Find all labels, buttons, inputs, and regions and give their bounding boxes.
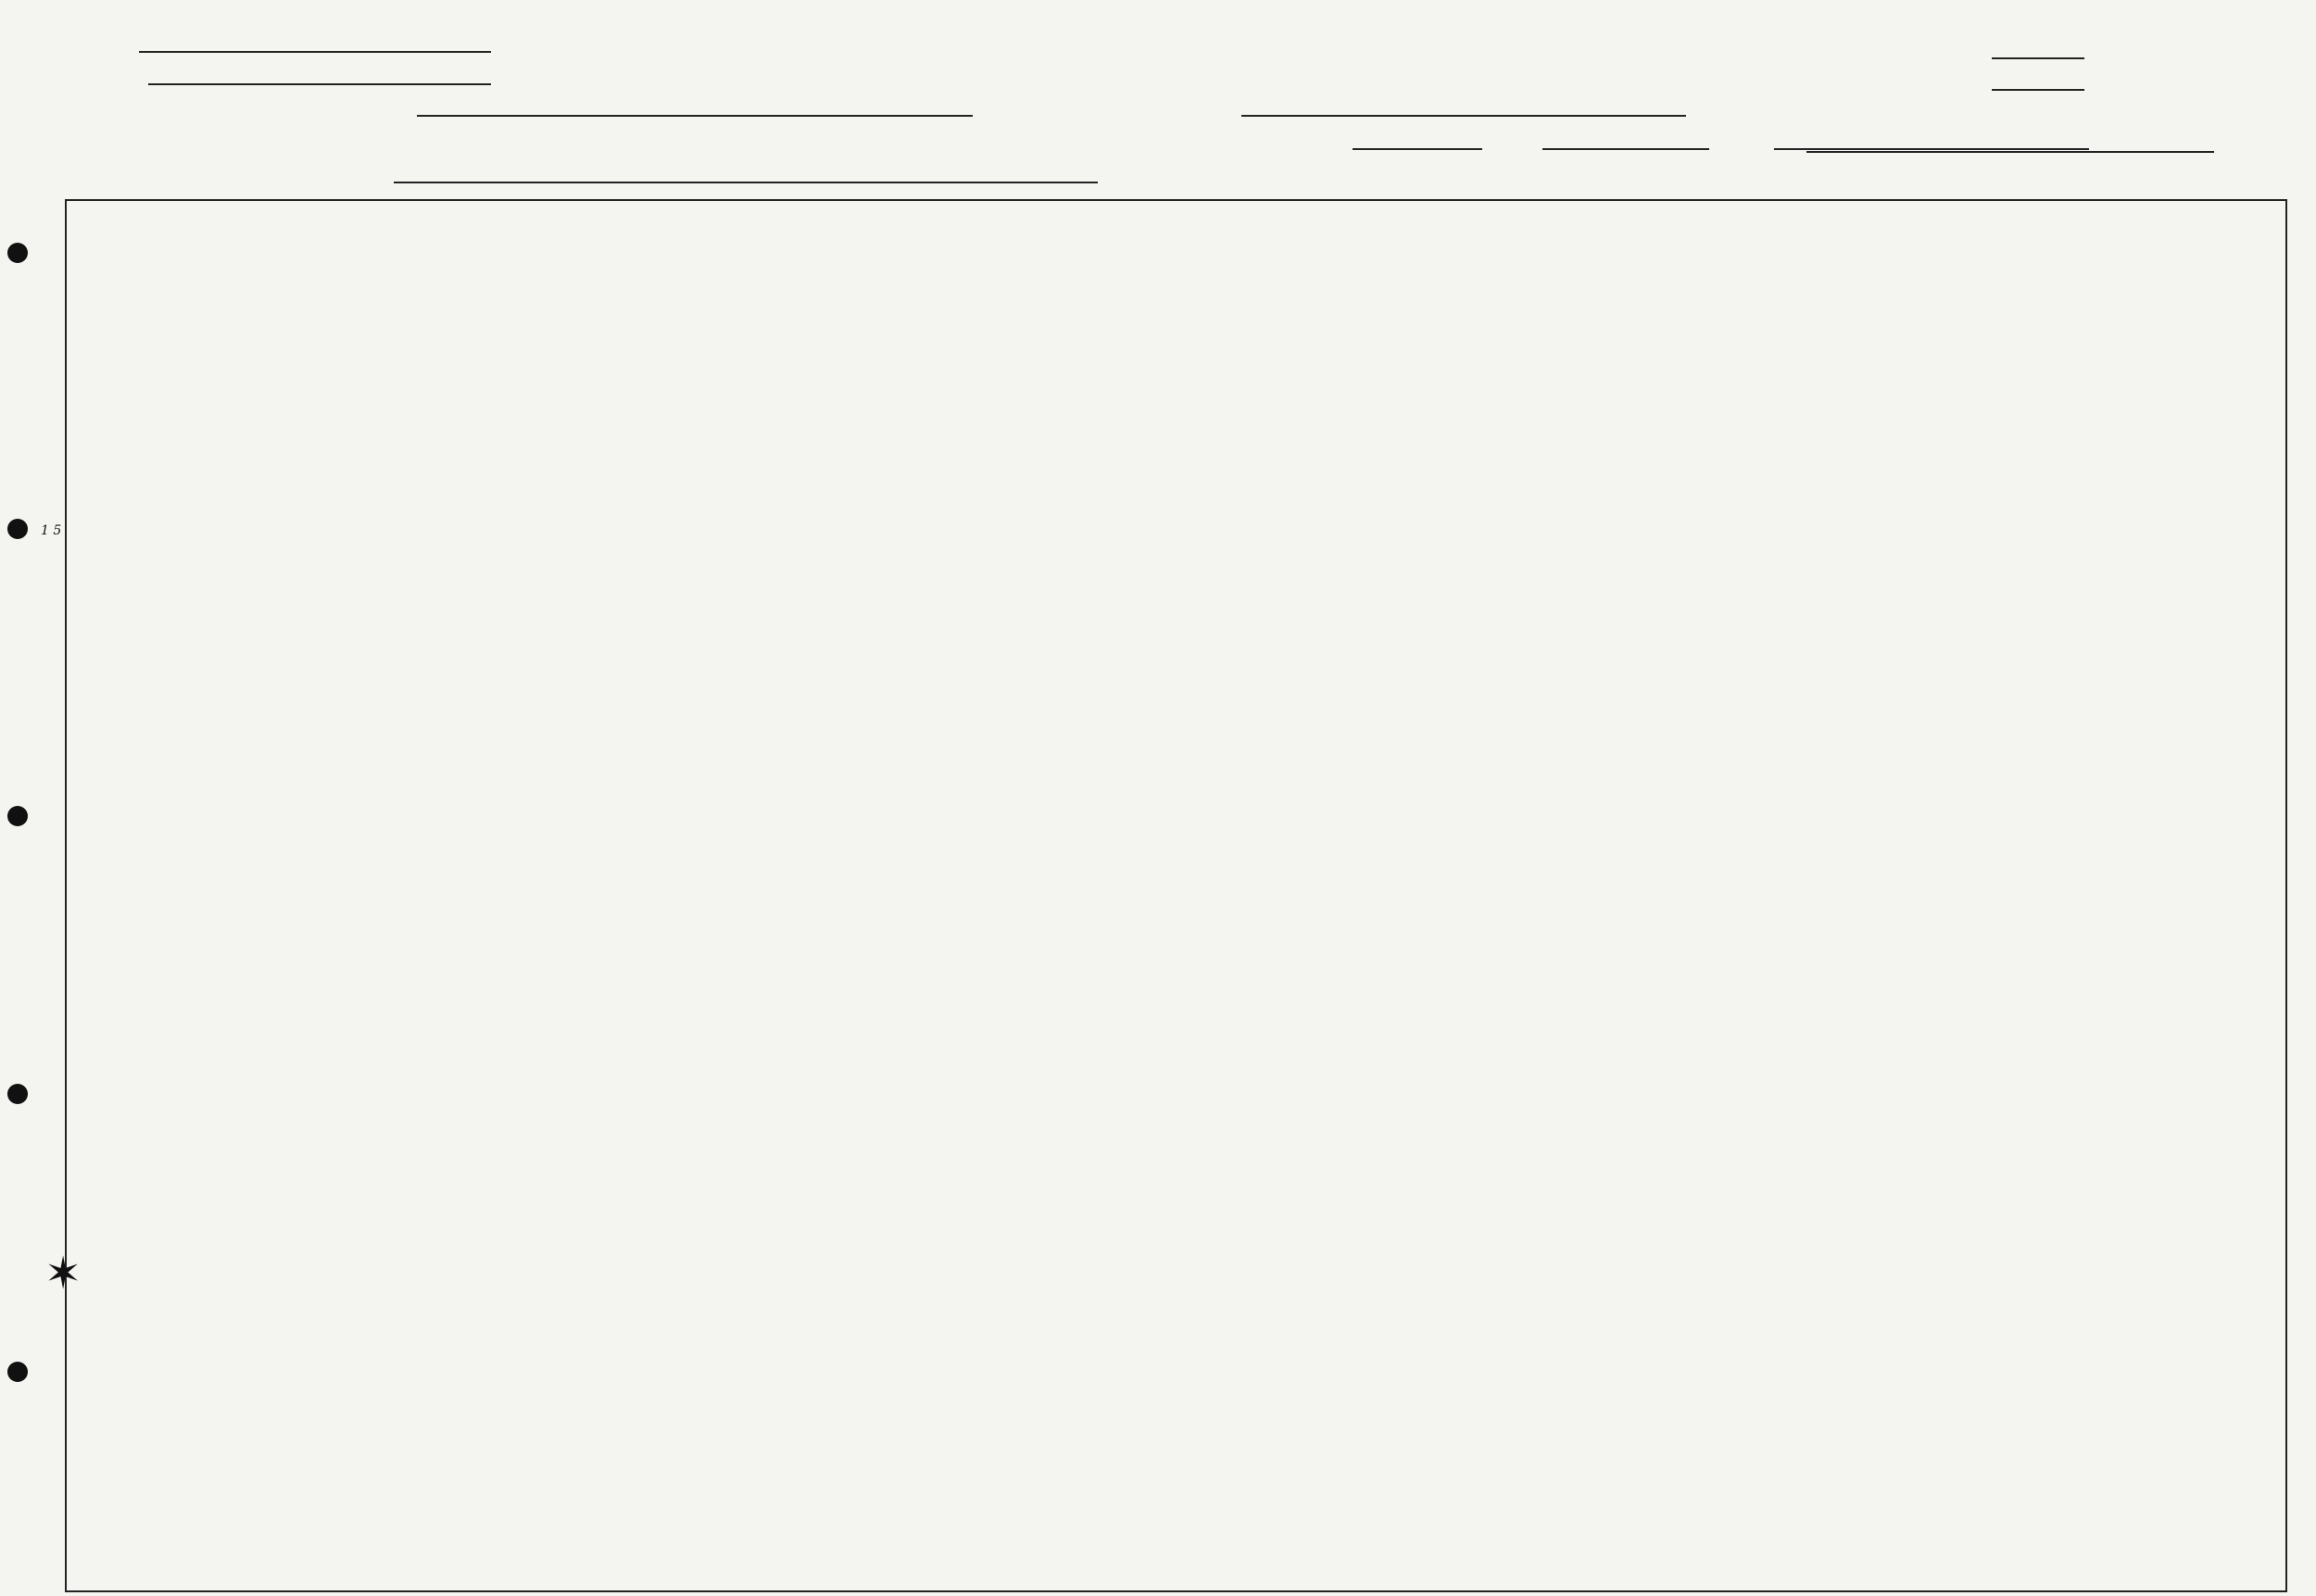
margin-mark: 1 5 [41, 523, 62, 538]
township-value [417, 115, 973, 117]
enumerated-day [1353, 148, 1482, 150]
binder-hole [7, 1084, 28, 1104]
binder-hole [7, 519, 28, 539]
state-value [139, 51, 491, 53]
enumerated-month [1542, 148, 1709, 150]
census-table [65, 199, 2287, 1592]
star-mark: ✶ [44, 1250, 82, 1299]
binder-hole [7, 1362, 28, 1382]
county-value [148, 83, 491, 85]
supervisor-struck [1992, 57, 2084, 59]
binder-hole [7, 243, 28, 263]
enumeration-value [1992, 89, 2084, 91]
institution-line [394, 165, 1098, 183]
incorporated-value [1241, 115, 1686, 117]
ward-line [1806, 134, 2214, 153]
binder-hole [7, 806, 28, 826]
enumerator-name [1774, 148, 2089, 150]
